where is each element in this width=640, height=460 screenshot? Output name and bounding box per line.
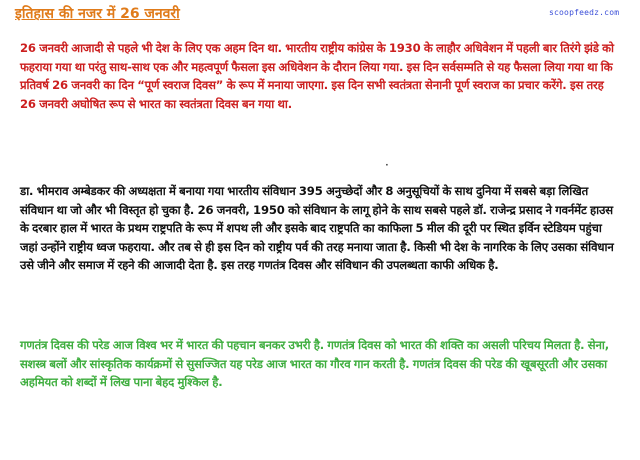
stray-dot: · bbox=[385, 158, 389, 172]
paragraph-history: 26 जनवरी आजादी से पहले भी देश के लिए एक अहम दिन था. भारतीय राष्ट्रीय कांग्रेस के 1930 के लाहौर अधिवेशन में पहली बार तिरंगे झंडे को फहराया गया था परंतु साथ-साथ एक और महत्वपूर्ण फैसला इस अधिवेशन के दौरान लिया गया. इस दिन सर्वसम्मति से यह फैसला लिया गया था कि प्रतिवर्ष 26 जनवरी का दिन “पूर्ण स्वराज दिवस” के रूप में मनाया जाएगा. इस दिन सभी स्वतंत्रता सेनानी पूर्ण स्वराज का प्रचार करेंगे. इस तरह 26 जनवरी अघोषित रूप से भारत का स्वतंत्रता दिवस बन गया था. bbox=[20, 41, 614, 111]
site-watermark[interactable]: scoopfeedz.com bbox=[549, 8, 620, 17]
paragraph-parade: गणतंत्र दिवस की परेड आज विश्व भर में भारत की पहचान बनकर उभरी है. गणतंत्र दिवस को भारत की शक्ति का असली परिचय मिलता है. सेना, सशस्त्र बलों और सांस्कृतिक कार्यक्रमों से सुसज्जित यह परेड आज भारत का गौरव गान करती है. गणतंत्र दिवस की परेड की खूबसूरती और उसका अहमियत को शब्दों में लिख पाना बेहद मुश्किल है. bbox=[20, 338, 610, 390]
paragraph-constitution: डा. भीमराव अम्बेडकर की अध्यक्षता में बनाया गया भारतीय संविधान 395 अनुच्छेदों और 8 अनुसूचियों के साथ दुनिया में सबसे बड़ा लिखित संविधान था जो और भी विस्तृत हो चुका है. 26 जनवरी, 1950 को संविधान के लागू होने के साथ सबसे पहले डॉ. राजेन्द्र प्रसाद ने गवर्नमेंट हाउस के दरबार हाल में भारत के प्रथम राष्ट्रपति के रूप में शपथ ली और इसके बाद राष्ट्रपति का काफिला 5 मील की दूरी पर स्थित इर्विन स्टेडियम पहुंचा जहां उन्होंने राष्ट्रीय ध्वज फहराया. और तब से ही इस दिन को राष्ट्रीय पर्व की तरह मनाया जाता है. किसी भी देश के नागरिक के लिए उसका संविधान उसे जीने और समाज में रहने की आजादी देता है. इस तरह गणतंत्र दिवस और संविधान की उपलब्धता काफी अधिक है. bbox=[20, 184, 614, 273]
page-title: इतिहास की नजर में 26 जनवरी bbox=[15, 6, 180, 22]
